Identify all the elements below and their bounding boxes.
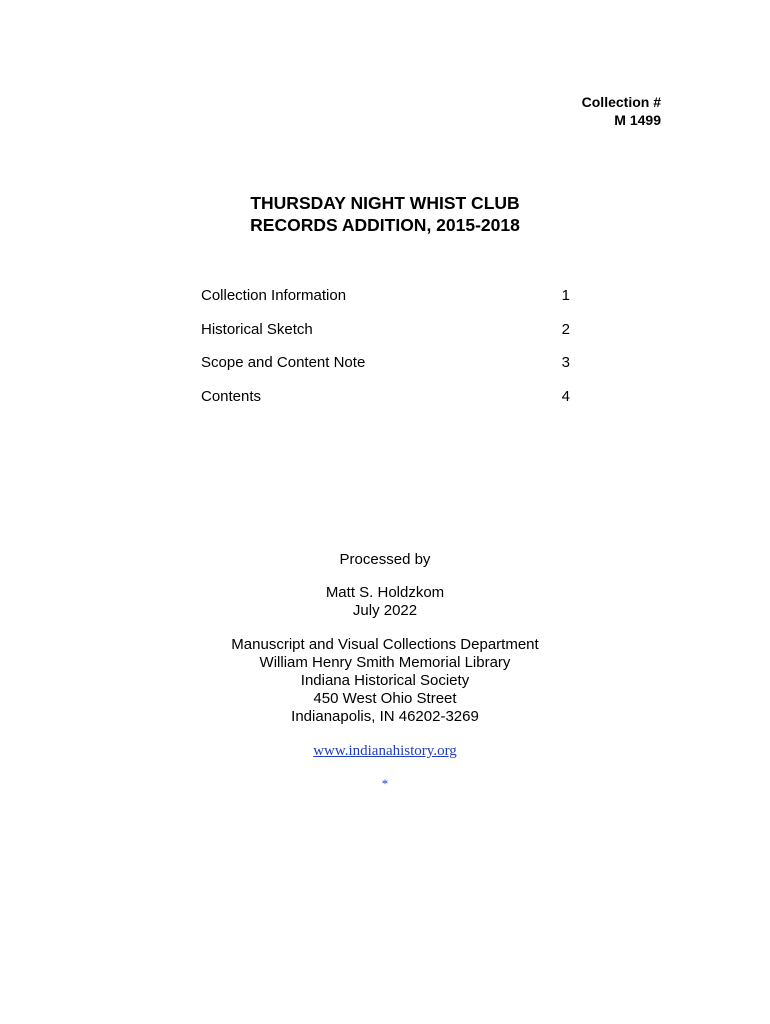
title-line-1: THURSDAY NIGHT WHIST CLUB [250, 193, 520, 213]
processing-info [0, 551, 770, 793]
society-name: Indiana Historical Society [300, 672, 470, 689]
processed-by-label: Processed by [339, 551, 431, 568]
toc-row-scope-and-content [201, 353, 570, 387]
collection-number: M 1499 [614, 112, 661, 128]
toc-label: Collection Information [201, 287, 347, 304]
toc-row-contents [201, 387, 570, 421]
table-of-contents [201, 286, 570, 420]
department-name: Manuscript and Visual Collections Department [231, 636, 539, 653]
title-line-2: RECORDS ADDITION, 2015-2018 [250, 215, 520, 235]
processor-name: Matt S. Holdzkom [325, 584, 445, 601]
website-link[interactable]: www.indianahistory.org [313, 743, 457, 759]
toc-page-number: 4 [561, 387, 570, 405]
collection-label: Collection # [581, 94, 661, 110]
footer-asterisk: * [381, 776, 389, 791]
toc-page-number: 3 [561, 354, 570, 371]
toc-label: Scope and Content Note [201, 354, 366, 371]
collection-number-block [582, 93, 661, 129]
street-address: 450 West Ohio Street [313, 690, 457, 707]
toc-row-historical-sketch [201, 320, 570, 354]
toc-label: Contents [201, 387, 262, 405]
city-address: Indianapolis, IN 46202-3269 [291, 708, 479, 725]
toc-page-number: 1 [561, 287, 570, 304]
toc-row-collection-information [201, 286, 570, 320]
toc-page-number: 2 [561, 320, 570, 338]
processed-date: July 2022 [352, 602, 418, 619]
toc-label: Historical Sketch [201, 320, 313, 338]
document-title [0, 192, 770, 236]
library-name: William Henry Smith Memorial Library [259, 654, 511, 671]
